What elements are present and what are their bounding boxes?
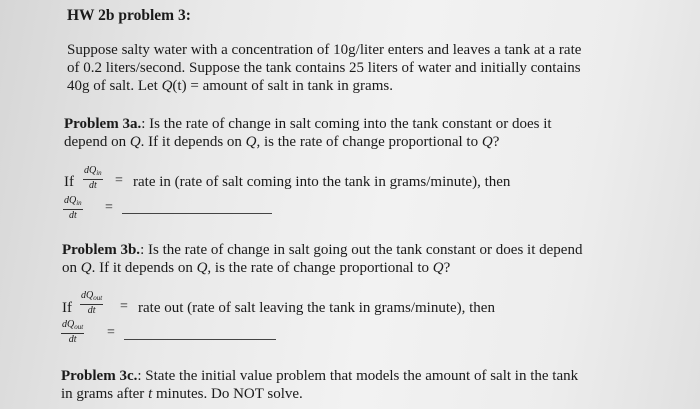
problem-3c-label: Problem 3c. [61,368,138,384]
equals-sign: = [115,173,123,188]
text: . If it depends on [140,134,246,150]
text: . If it depends on [91,260,197,276]
subscript: out [74,323,84,331]
var-Q: Q [129,134,141,150]
problem-3a-if: If [64,174,74,190]
var-Q: Q [481,134,493,150]
fraction-dQout-dt [80,290,103,316]
denominator: dt [88,180,97,191]
subscript: in [96,169,102,177]
denominator: dt [87,305,96,316]
text: depend on [64,134,130,150]
problem-3a-label: Problem 3a. [64,116,142,132]
equals-sign: = [186,78,203,94]
text: ? [492,134,500,150]
numerator [83,165,103,180]
intro-line-2: of 0.2 liters/second. Suppose the tank contains 25 liters of water and initially contains [67,60,581,76]
numerator [63,195,83,210]
problem-3c-question: : State the initial value problem that models the amount of salt in the tank [137,368,579,384]
text: minutes. Do NOT solve. [152,386,303,402]
problem-3b-line-1 [62,241,582,259]
problem-3c-line-2 [61,385,303,403]
equals-sign: = [107,325,115,340]
equals-sign: = [105,200,113,215]
numerator [80,290,103,305]
answer-blank-3a[interactable] [122,213,272,214]
intro-line-1: Suppose salty water with a concentration of 10g/liter enters and leaves a tank at a rate [67,42,582,58]
problem-3b-question: : Is the rate of change in salt going out the tank constant or does it depend [140,242,583,258]
problem-3a-line-2 [64,133,499,151]
problem-3b-line-2 [62,259,450,277]
page-title: HW 2b problem 3: [67,7,191,24]
fraction-dQout-dt-answer [61,319,84,345]
text: ? [443,260,451,276]
problem-3b-if: If [62,300,72,316]
numerator [61,319,84,334]
var-Q: Q [80,260,92,276]
text: , is the rate of change proportional to [256,134,482,150]
dQ: dQ [64,195,77,206]
intro-definition: amount of salt in tank in grams. [202,78,393,94]
var-t: (t) [172,78,187,94]
subscript: out [93,294,103,302]
problem-3b-label: Problem 3b. [62,242,141,258]
intro-text: 40g of salt. Let [67,78,162,94]
text: , is the rate of change proportional to [207,260,433,276]
var-t: t [148,386,153,402]
problem-3a-line-1 [64,115,552,133]
answer-blank-3b[interactable] [124,339,276,340]
equals-sign: = [120,299,128,314]
dQ: dQ [81,290,94,301]
problem-3b-definition: rate out (rate of salt leaving the tank in grams/minute), then [138,300,495,316]
dQ: dQ [84,165,97,176]
var-Q: Q [432,260,444,276]
denominator: dt [68,210,77,221]
var-Q: Q [196,260,208,276]
denominator: dt [68,334,77,345]
dQ: dQ [62,319,75,330]
problem-3a-definition: rate in (rate of salt coming into the tank in grams/minute), then [133,174,511,190]
problem-3a-question: : Is the rate of change in salt coming into the tank constant or does it [141,116,552,132]
text: on [62,260,81,276]
subscript: in [76,199,82,207]
text: in grams after [61,386,149,402]
problem-3c-line-1 [61,367,578,385]
fraction-dQin-dt [83,165,103,191]
fraction-dQin-dt-answer [63,195,83,221]
var-Q: Q [161,78,173,94]
var-Q: Q [245,134,257,150]
intro-line-3 [67,77,393,95]
